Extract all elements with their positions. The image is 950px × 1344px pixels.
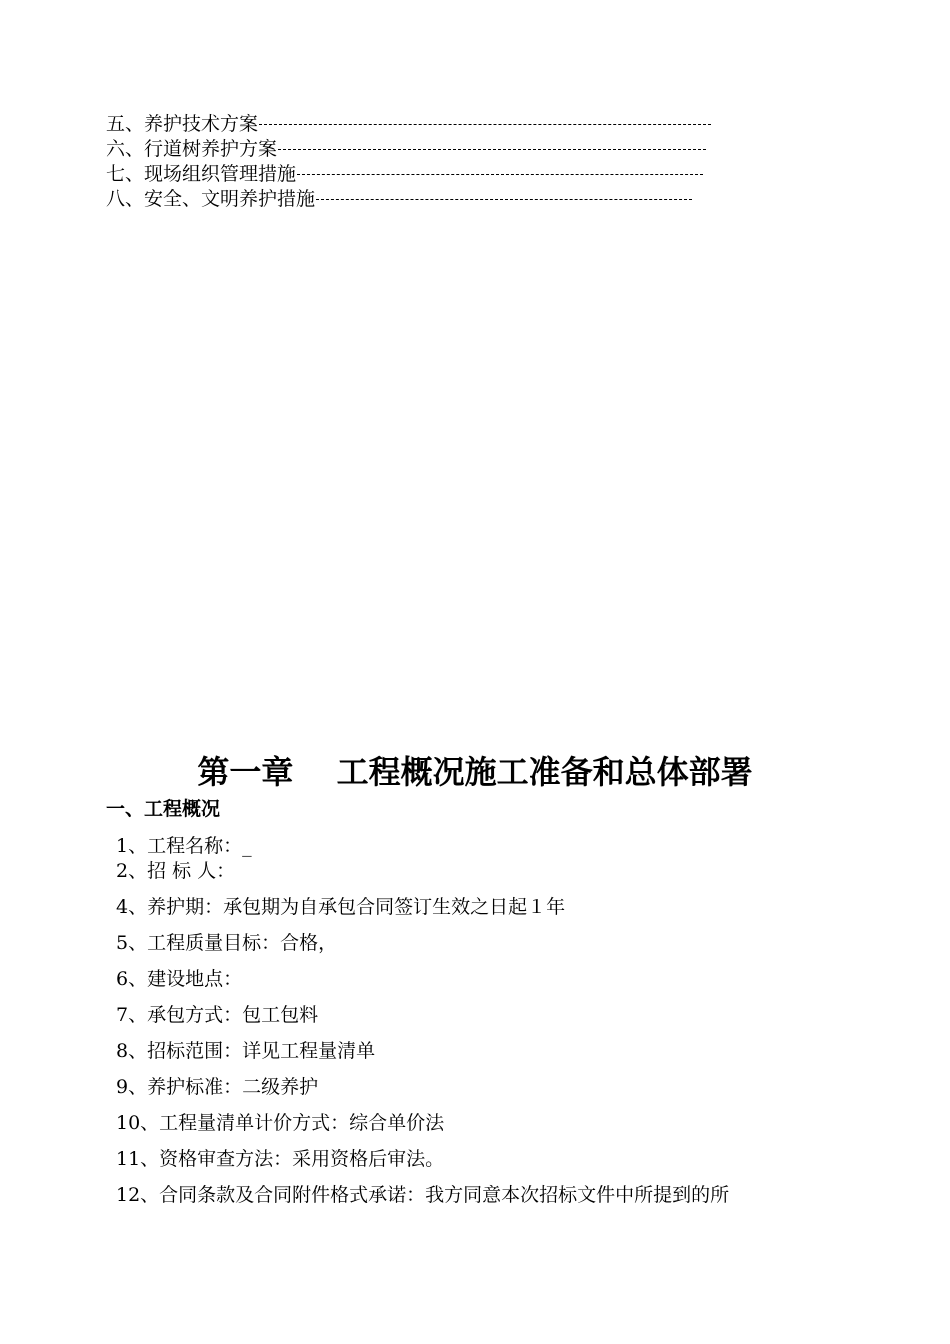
- toc-dot-leader: [316, 199, 692, 200]
- toc-entry-label: 八、安全、文明养护措施: [106, 188, 316, 210]
- info-item-tenderer: 2、招 标 人：: [116, 860, 236, 882]
- info-item-project-name: 1、工程名称：_: [116, 835, 252, 857]
- info-item-tender-scope: 8、招标范围：详见工程量清单: [116, 1040, 376, 1062]
- toc-entry-7: [106, 162, 746, 187]
- info-item-maintenance-standard: 9、养护标准：二级养护: [116, 1076, 319, 1098]
- toc-dot-leader: [259, 124, 711, 125]
- info-item-contract-terms: 12、合同条款及合同附件格式承诺：我方同意本次招标文件中所提到的所: [116, 1184, 730, 1206]
- info-item-location: 6、建设地点：: [116, 968, 243, 990]
- table-of-contents: [106, 112, 746, 212]
- toc-entry-5: [106, 112, 746, 137]
- toc-entry-label: 六、行道树养护方案: [106, 138, 278, 160]
- chapter-title: 第一章 工程概况施工准备和总体部署: [197, 753, 753, 791]
- toc-entry-label: 五、养护技术方案: [106, 113, 259, 135]
- info-item-maintenance-period: 4、养护期：承包期为自承包合同签订生效之日起１年: [116, 896, 566, 918]
- toc-entry-8: [106, 187, 746, 212]
- info-item-contract-method: 7、承包方式：包工包料: [116, 1004, 319, 1026]
- toc-entry-6: [106, 137, 746, 162]
- toc-entry-label: 七、现场组织管理措施: [106, 163, 297, 185]
- toc-dot-leader: [278, 149, 706, 150]
- info-item-qualification-review: 11、资格审查方法：采用资格后审法。: [116, 1148, 445, 1170]
- info-item-quality-target: 5、工程质量目标：合格，: [116, 932, 338, 954]
- toc-dot-leader: [297, 174, 703, 175]
- info-item-pricing-method: 10、工程量清单计价方式：综合单价法: [116, 1112, 445, 1134]
- section-heading: 一、工程概况: [106, 798, 221, 820]
